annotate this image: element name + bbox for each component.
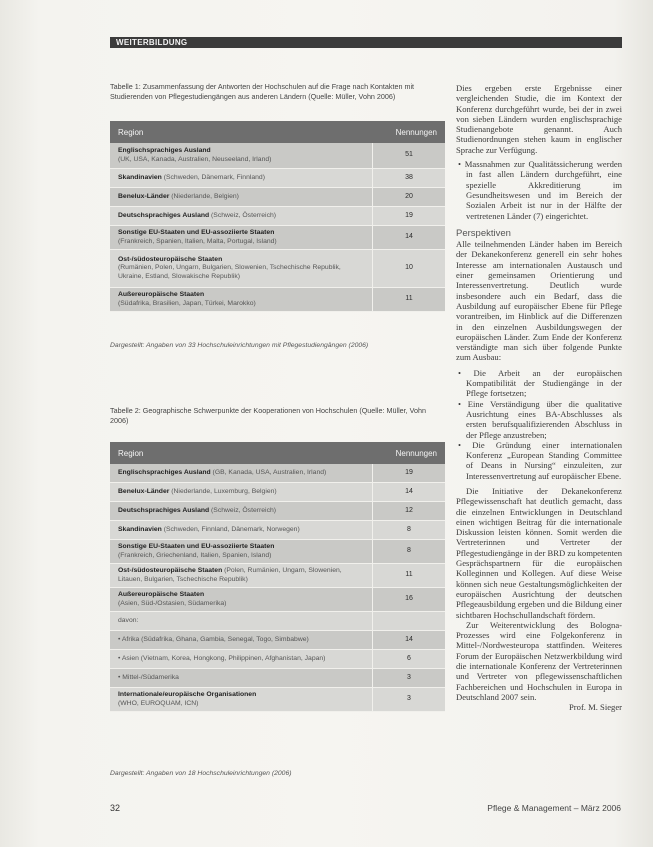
count-cell: 8: [372, 521, 445, 539]
region-cell: [118, 467, 372, 480]
region-detail: (Schweden, Finnland, Dänemark, Norwegen): [161, 525, 300, 533]
table1-caption: Tabelle 1: Zusammenfassung der Antworten der Hochschulen auf die Frage nach Kontakten mit Studierenden von Pflegestudiengängen aus anderen Ländern (Quelle: Müller, Vohn 2006): [110, 82, 415, 101]
region-title: Internationale/europäische Organisationen: [118, 690, 257, 698]
count-cell: 14: [372, 226, 445, 249]
region-title: Sonstige EU-Staaten und EU-assoziierte Staaten: [118, 228, 275, 236]
region-title: Ost-/südosteuropäische Staaten: [118, 566, 223, 574]
table2-body: [110, 464, 445, 712]
count-cell: 20: [372, 188, 445, 206]
bullet-list: [456, 368, 622, 481]
count-cell: 3: [372, 669, 445, 687]
paragraph: Die Initiative der Dekanekonferenz Pflegewissenschaft hat deutlich gemacht, dass die einzelnen Entwicklungen in Deutschland einen wichtigen Beitrag für die internationale Diskussion leisten können. Somit werden die Vertreterinnen und Vertreter der Pflegestudiengänge in der BRD zu kompetenten Gesprächspartnern für die europäischen Kolleginnen und Kollegen. Auf diese Weise können sich neue Gestaltungsmöglichkeiten der europäischen Ausrichtung der deutschen Pflegeausbildung ergeben und die Bildung einer sichtbaren Hochschullandschaft fördern.: [456, 485, 622, 620]
page-number: 32: [110, 803, 121, 813]
region-title: Sonstige EU-Staaten und EU-assoziierte Staaten: [118, 542, 275, 550]
table-row: [110, 188, 445, 207]
region-cell: [118, 172, 372, 185]
table2-header: [110, 442, 445, 464]
region-cell: [118, 524, 372, 537]
table-row: [110, 564, 445, 588]
table1: [110, 121, 445, 312]
region-cell: [118, 672, 372, 685]
region-title: Deutschsprachiges Ausland: [118, 211, 210, 219]
region-title: Außereuropäische Staaten: [118, 290, 205, 298]
count-cell: 16: [372, 588, 445, 611]
section-title: WEITERBILDUNG: [116, 38, 188, 47]
region-cell: [118, 289, 372, 310]
footer-source: Pflege & Management – März 2006: [487, 803, 621, 813]
bullet-item: • Eine Verständigung über die qualitative Ausrichtung eines BA-Abschlusses als ersten berufsqualifizierenden Abschluss in der Pflege anzustreben;: [458, 398, 622, 440]
count-cell: 14: [372, 483, 445, 501]
region-title: Skandinavien: [118, 525, 162, 533]
count-cell: 11: [372, 564, 445, 587]
signature: Prof. M. Sieger: [569, 702, 622, 713]
table-row: [110, 288, 445, 312]
table-row: [110, 650, 445, 669]
table1-body: [110, 143, 445, 312]
right-column: [456, 83, 622, 713]
region-title: Benelux-Länder: [118, 192, 170, 200]
table-row: [110, 631, 445, 650]
region-title: Benelux-Länder: [118, 487, 170, 495]
table-row: [110, 669, 445, 688]
region-detail: (Niederlande, Luxemburg, Belgien): [169, 487, 277, 495]
region-detail: • Asien (Vietnam, Korea, Hongkong, Philippinen, Afghanistan, Japan): [118, 654, 326, 662]
region-detail: (Schweden, Dänemark, Finnland): [161, 173, 265, 181]
region-title: Deutschsprachiges Ausland: [118, 506, 210, 514]
region-cell: [118, 615, 372, 628]
table-row: [110, 464, 445, 483]
paragraph: Dies ergeben erste Ergebnisse einer vergleichenden Studie, die im Kontext der Konferenz durchgeführt wurde, bei der in zwei von sieben Ländern wurden englischsprachige Studienangebote genannt. Auch Studienordnungen stehen kaum in englischer Sprache zur Verfügung.: [456, 83, 622, 155]
region-title: Englischsprachiges Ausland: [118, 468, 211, 476]
table-row: [110, 483, 445, 502]
region-detail: (UK, USA, Kanada, Australien, Neuseeland, Irland): [118, 155, 272, 163]
count-cell: [372, 612, 445, 630]
region-detail: (Südafrika, Brasilien, Japan, Türkei, Marokko): [118, 299, 256, 307]
region-cell: [118, 145, 372, 166]
table2-header-region: Region: [118, 448, 144, 458]
region-detail: (Asien, Süd-/Ostasien, Südamerika): [118, 599, 227, 607]
count-cell: 10: [372, 250, 445, 287]
bullet-text: Eine Verständigung über die qualitative Ausrichtung eines BA-Abschlusses als ersten berufsqualifizierenden Abschluss in der Pflege anzustreben;: [466, 398, 622, 440]
section-heading: Perspektiven: [456, 227, 511, 239]
region-cell: [118, 505, 372, 518]
count-cell: 6: [372, 650, 445, 668]
table-row: [110, 688, 445, 712]
region-detail: (Niederlande, Belgien): [169, 192, 239, 200]
paragraph: Alle teilnehmenden Länder haben im Bereich der Dekanekonferenz generell ein sehr hohes Interesse am internationalen Austausch und einer gemeinsamen Orientierung und Interessenvertretung. Deutlich wurde insbesondere auch ein Bedarf, dass die Ausbildung auf europäischer Ebene für Pflege vorantreiben, im Hinblick auf die Differenzen in den einzelnen Ausbildungswegen der europäischen Länder. Zum Ende der Konferenz verständigte man sich über folgende Punkte zum Ausbau:: [456, 239, 622, 363]
table-row: [110, 521, 445, 540]
region-cell: [118, 634, 372, 647]
region-cell: [118, 541, 372, 562]
count-cell: 38: [372, 169, 445, 187]
region-detail: (GB, Kanada, USA, Australien, Irland): [210, 468, 327, 476]
region-cell: [118, 191, 372, 204]
table-row: [110, 169, 445, 188]
region-detail: davon:: [118, 616, 139, 624]
table2-caption: Tabelle 2: Geographische Schwerpunkte der Kooperationen von Hochschulen (Quelle: Müller, Vohn 2006): [110, 406, 427, 425]
count-cell: 19: [372, 464, 445, 482]
bullet-item: • Die Arbeit an der europäischen Kompatibilität der Studiengänge in der Pflege fortsetzen;: [458, 367, 622, 399]
region-detail: (WHO, EUROQUAM, ICN): [118, 699, 199, 707]
bullet-text: Die Gründung einer internationalen Konferenz „European Standing Committee of Deans in Nursing“ einzuleiten, zur Interessenvertretung auf europäischer Ebene.: [466, 439, 622, 481]
table2-header-count: Nennungen: [395, 448, 437, 458]
region-title: Außereuropäische Staaten: [118, 590, 205, 598]
table-row: [110, 250, 445, 288]
region-cell: [118, 210, 372, 223]
region-cell: [118, 565, 372, 586]
count-cell: 51: [372, 143, 445, 168]
count-cell: 11: [372, 288, 445, 311]
table2-footnote: Dargestellt: Angaben von 18 Hochschuleinrichtungen (2006): [110, 770, 292, 777]
table1-header: [110, 121, 445, 143]
region-cell: [118, 227, 372, 248]
count-cell: 3: [372, 688, 445, 711]
region-title: Skandinavien: [118, 173, 162, 181]
region-detail: (Polen, Rumänien, Ungarn, Slowenien, Litauen, Bulgarien, Tschechische Republik): [118, 566, 342, 583]
table1-footnote: Dargestellt: Angaben von 33 Hochschuleinrichtungen mit Pflegestudiengängen (2006): [110, 342, 369, 349]
bullet-text: Massnahmen zur Qualitätssicherung werden in fast allen Ländern durchgeführt, eine spezielle Akkreditierung im Gesundheitswesen und im Bereich der Sozialen Arbeit ist nur in der Hälfte der vertretenen Länder (7) eingerichtet.: [464, 159, 622, 221]
region-title: Englischsprachiges Ausland: [118, 146, 211, 154]
count-cell: 8: [372, 540, 445, 563]
table2: [110, 442, 445, 712]
region-cell: [118, 589, 372, 610]
region-detail: (Rumänien, Polen, Ungarn, Bulgarien, Slowenien, Tschechische Republik, Ukraine, Estland, Slowakische Republik): [118, 264, 341, 280]
region-detail: (Frankreich, Spanien, Italien, Malta, Portugal, Island): [118, 237, 277, 245]
bullet-item: • Massnahmen zur Qualitätssicherung werden in fast allen Ländern durchgeführt, eine spezielle Akkreditierung im Gesundheitswesen und im Bereich der Sozialen Arbeit ist nur in der Hälfte der vertretenen Länder (7) eingerichtet.: [458, 159, 622, 221]
table-row: [110, 540, 445, 564]
table-row: [110, 226, 445, 250]
table1-header-region: Region: [118, 127, 144, 137]
section-header: [110, 37, 622, 48]
region-detail: • Mittel-/Südamerika: [118, 673, 179, 681]
paragraph: Zur Weiterentwicklung des Bologna-Prozesses wird eine Folgekonferenz in Mittel-/Nordwesteuropa stattfinden. Weiteres Forum der Europäischen Netzwerkbildung wird die internationale Konferenz der Vertreterinnen und Vertreter von pflegewissenschaftlichen Fachbereichen und Hochschulen in Europa in Deutschland 2007 sein.: [456, 619, 622, 702]
region-detail: (Schweiz, Österreich): [209, 506, 277, 514]
table-row: [110, 588, 445, 612]
table-row: [110, 502, 445, 521]
table1-header-count: Nennungen: [395, 127, 437, 137]
region-detail: (Frankreich, Griechenland, Italien, Spanien, Island): [118, 551, 272, 559]
count-cell: 12: [372, 502, 445, 520]
count-cell: 14: [372, 631, 445, 649]
bullet-item: • Die Gründung einer internationalen Konferenz „European Standing Committee of Deans in Nursing“ einzuleiten, zur Interessenvertretung auf europäischer Ebene.: [458, 439, 622, 481]
region-detail: (Schweiz, Österreich): [209, 211, 277, 219]
table-row: [110, 612, 445, 631]
region-cell: [118, 254, 372, 284]
region-cell: [118, 653, 372, 666]
region-title: Ost-/südosteuropäische Staaten: [118, 255, 223, 263]
count-cell: 19: [372, 207, 445, 225]
region-cell: [118, 689, 372, 710]
table-row: [110, 143, 445, 169]
region-detail: • Afrika (Südafrika, Ghana, Gambia, Senegal, Togo, Simbabwe): [118, 635, 309, 643]
region-cell: [118, 486, 372, 499]
bullet-text: Die Arbeit an der europäischen Kompatibilität der Studiengänge in der Pflege fortsetzen;: [466, 367, 622, 399]
table-row: [110, 207, 445, 226]
